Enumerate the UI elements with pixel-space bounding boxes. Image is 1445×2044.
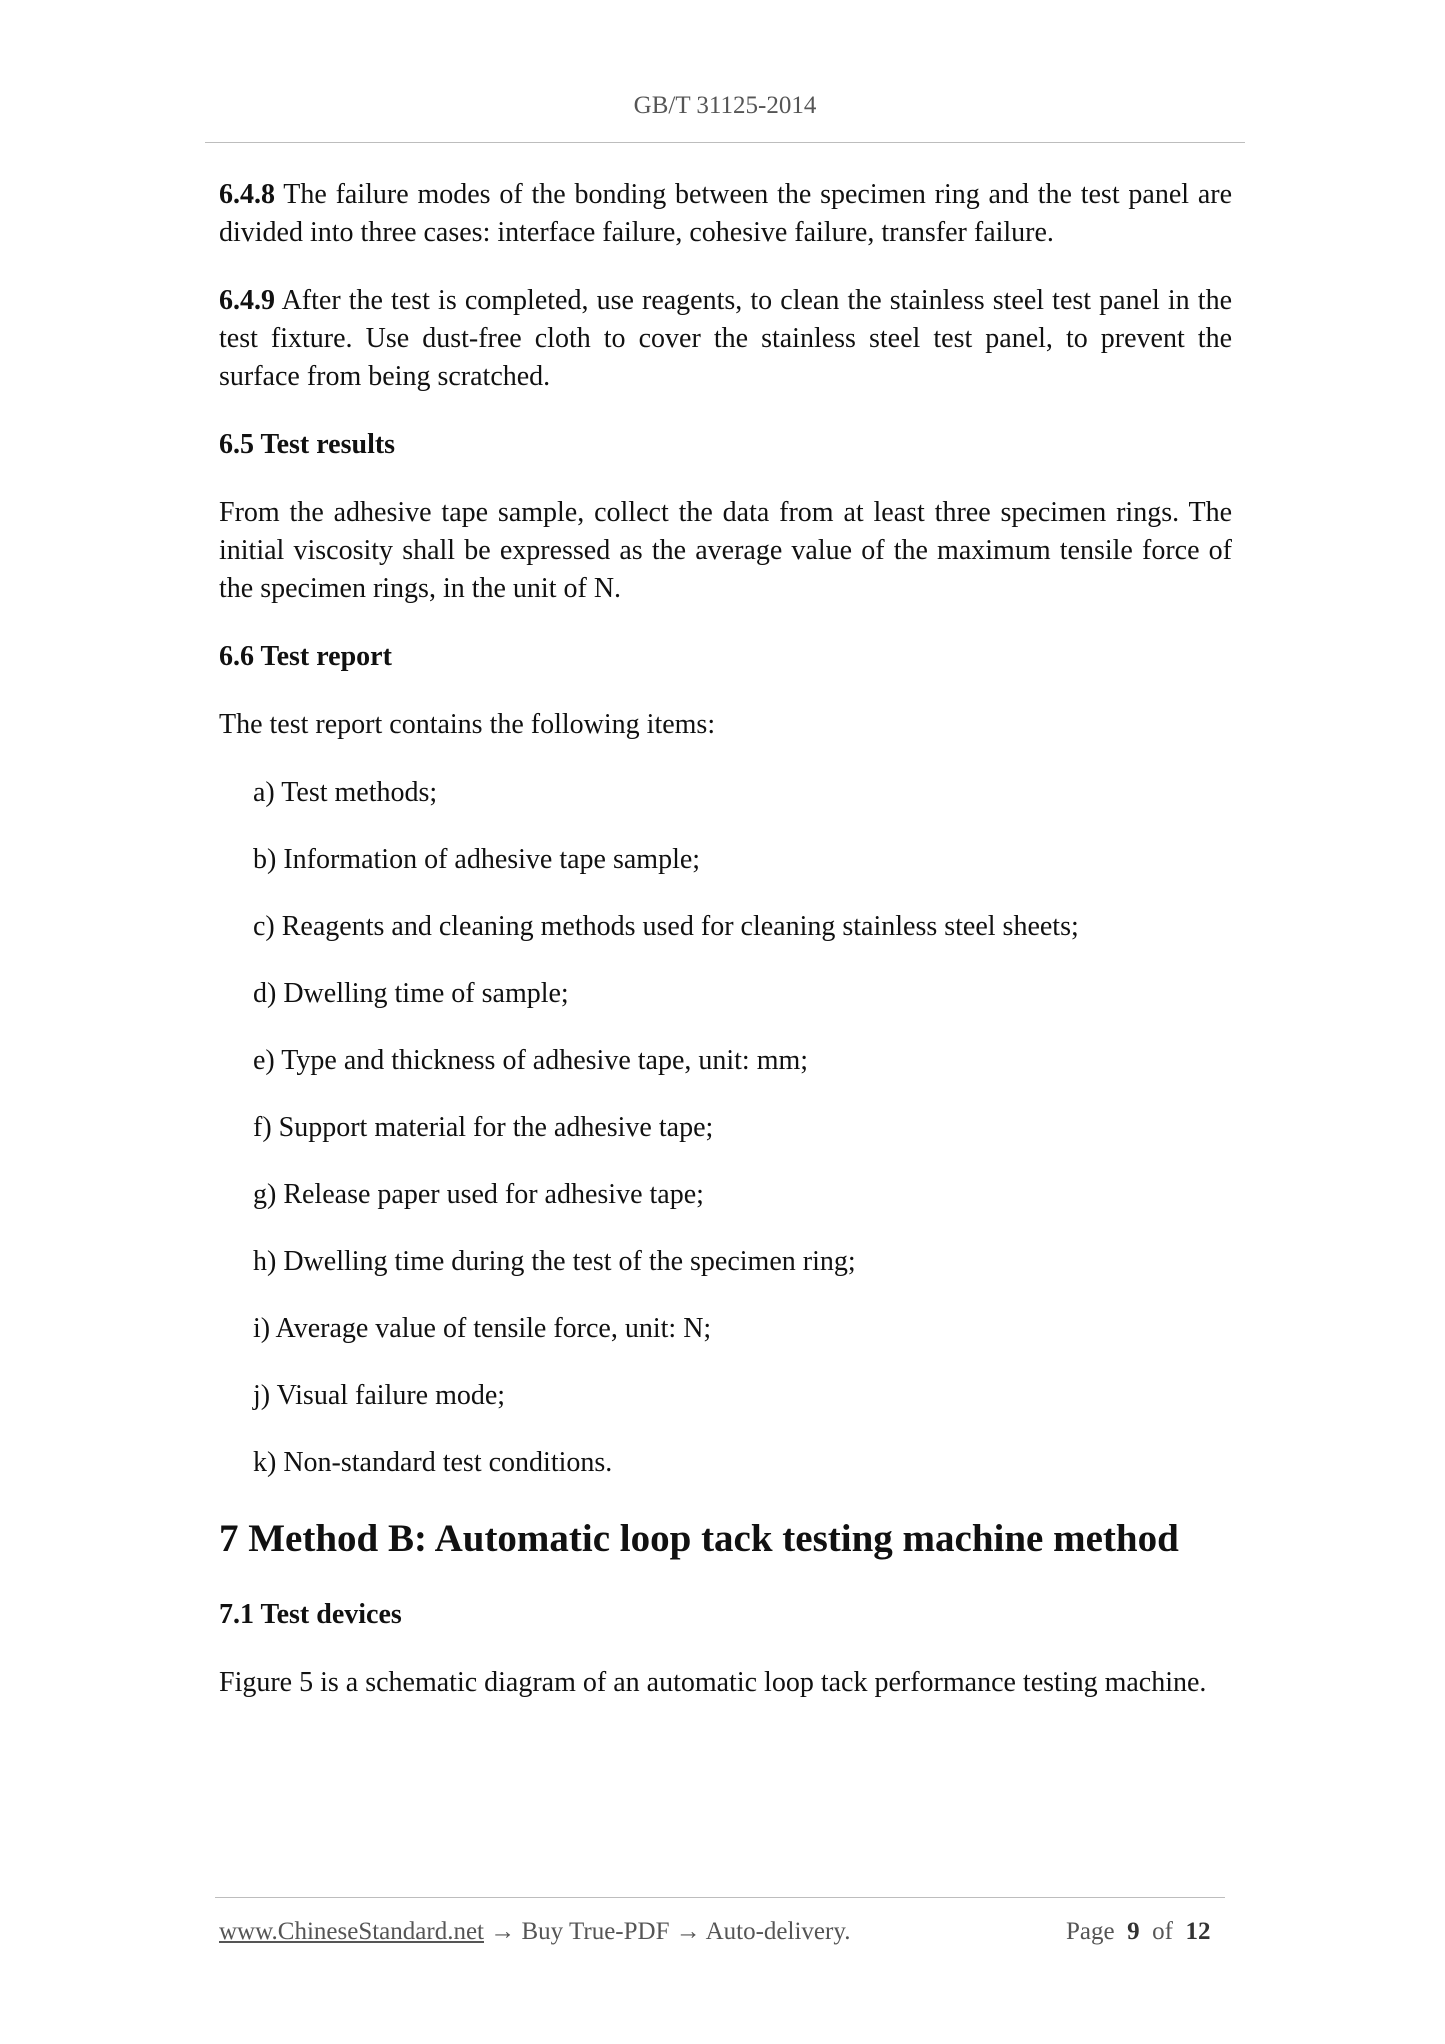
report-items-list <box>219 774 1232 1482</box>
document-header: GB/T 31125-2014 <box>633 92 817 119</box>
list-item: j) Visual failure mode; <box>253 1380 506 1411</box>
list-item: i) Average value of tensile force, unit: N; <box>253 1313 712 1344</box>
footer-promo <box>219 1918 850 1946</box>
header-divider <box>205 142 1245 143</box>
heading-7-1: 7.1 Test devices <box>219 1599 402 1630</box>
paragraph-report-intro: The test report contains the following items: <box>219 709 716 740</box>
footer-divider <box>215 1897 1225 1898</box>
page-content <box>219 176 1232 1732</box>
current-page-number: 9 <box>1127 1918 1140 1945</box>
page-indicator <box>1066 1918 1210 1946</box>
paragraph-test-results: From the adhesive tape sample, collect the data from at least three specimen rings. The initial viscosity shall be expressed as the average value of the maximum tensile force of the specimen rings, in the unit of N. <box>219 497 1232 604</box>
list-item: f) Support material for the adhesive tape; <box>253 1112 714 1143</box>
list-item: d) Dwelling time of sample; <box>253 978 569 1009</box>
list-item: b) Information of adhesive tape sample; <box>253 844 701 875</box>
heading-section-7: 7 Method B: Automatic loop tack testing machine method <box>219 1517 1179 1560</box>
list-item: c) Reagents and cleaning methods used for cleaning stainless steel sheets; <box>253 911 1079 942</box>
clause-text: After the test is completed, use reagents, to clean the stainless steel test panel in the test fixture. Use dust-free cloth to cover the stainless steel test panel, to prevent the surface from being scratched. <box>219 285 1232 392</box>
list-item: k) Non-standard test conditions. <box>253 1447 613 1478</box>
heading-6-5: 6.5 Test results <box>219 429 396 460</box>
paragraph-6-4-8 <box>219 176 1232 252</box>
page-of-label: of <box>1152 1918 1173 1945</box>
clause-text: The failure modes of the bonding between the specimen ring and the test panel are divided into three cases: interface failure, cohesive failure, transfer failure. <box>219 179 1232 248</box>
list-item: h) Dwelling time during the test of the specimen ring; <box>253 1246 856 1277</box>
promo-text: → Buy True-PDF → Auto-delivery. <box>484 1918 851 1945</box>
list-item: g) Release paper used for adhesive tape; <box>253 1179 704 1210</box>
heading-6-6: 6.6 Test report <box>219 641 392 672</box>
clause-number: 6.4.9 <box>219 285 275 316</box>
website-link[interactable]: www.ChineseStandard.net <box>219 1918 484 1945</box>
list-item: a) Test methods; <box>253 777 438 808</box>
page-label: Page <box>1066 1918 1115 1945</box>
clause-number: 6.4.8 <box>219 179 275 210</box>
paragraph-test-devices: Figure 5 is a schematic diagram of an automatic loop tack performance testing machine. <box>219 1667 1207 1698</box>
paragraph-6-4-9 <box>219 282 1232 396</box>
total-pages-number: 12 <box>1185 1918 1211 1945</box>
list-item: e) Type and thickness of adhesive tape, unit: mm; <box>253 1045 809 1076</box>
